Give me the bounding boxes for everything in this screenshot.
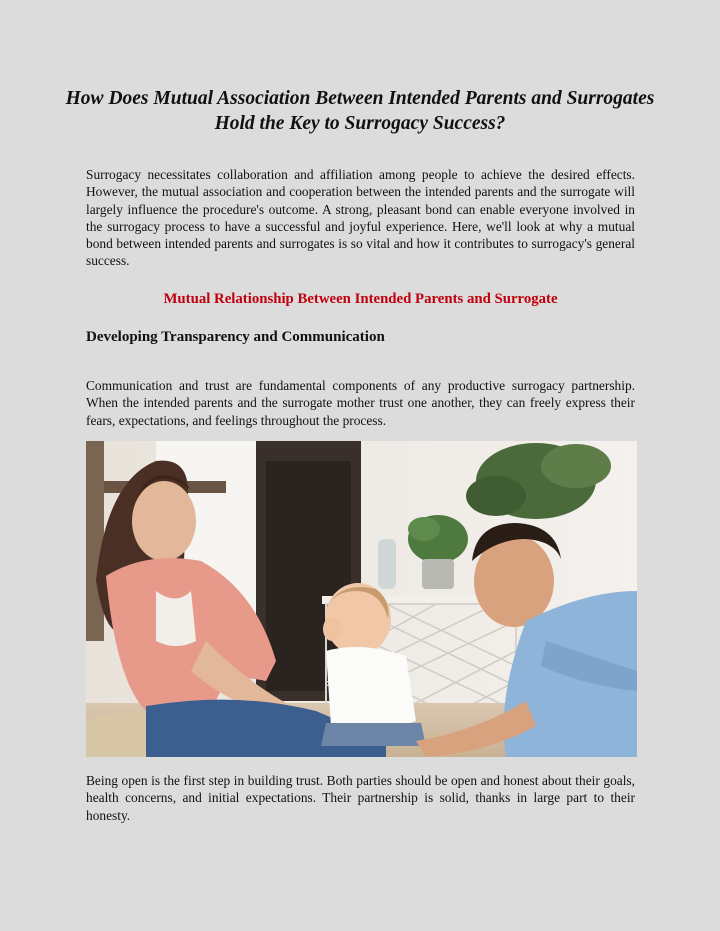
communication-paragraph: Communication and trust are fundamental components of any productive surrogacy partnership. When the intended parents and the surrogate mother trust one another, they can freely express their fears, expectations, and feelings throughout the process. [86,378,635,428]
intro-paragraph: Surrogacy necessitates collaboration and affiliation among people to achieve the desired effects. However, the mutual association and cooperation between the intended parents and the surrogate will largely influence the procedure's outcome. A strong, pleasant bond can enable everyone involved in the surrogacy process to have a successful and joyful experience. Here, we'll look at why a mutual bond between intended parents and surrogates is so vital and how it contributes to surrogacy's general success. [86,167,635,269]
family-photo [86,441,637,757]
document-title: How Does Mutual Association Between Intended Parents and Surrogates Hold the Key to Surrogacy Success? [65,88,655,134]
openness-paragraph: Being open is the first step in building trust. Both parties should be open and honest about their goals, health concerns, and initial expectations. Their partnership is solid, thanks in large part to their honesty. [86,773,635,823]
section-heading: Mutual Relationship Between Intended Parents and Surrogate [163,291,558,307]
sub-heading: Developing Transparency and Communication [86,329,385,345]
